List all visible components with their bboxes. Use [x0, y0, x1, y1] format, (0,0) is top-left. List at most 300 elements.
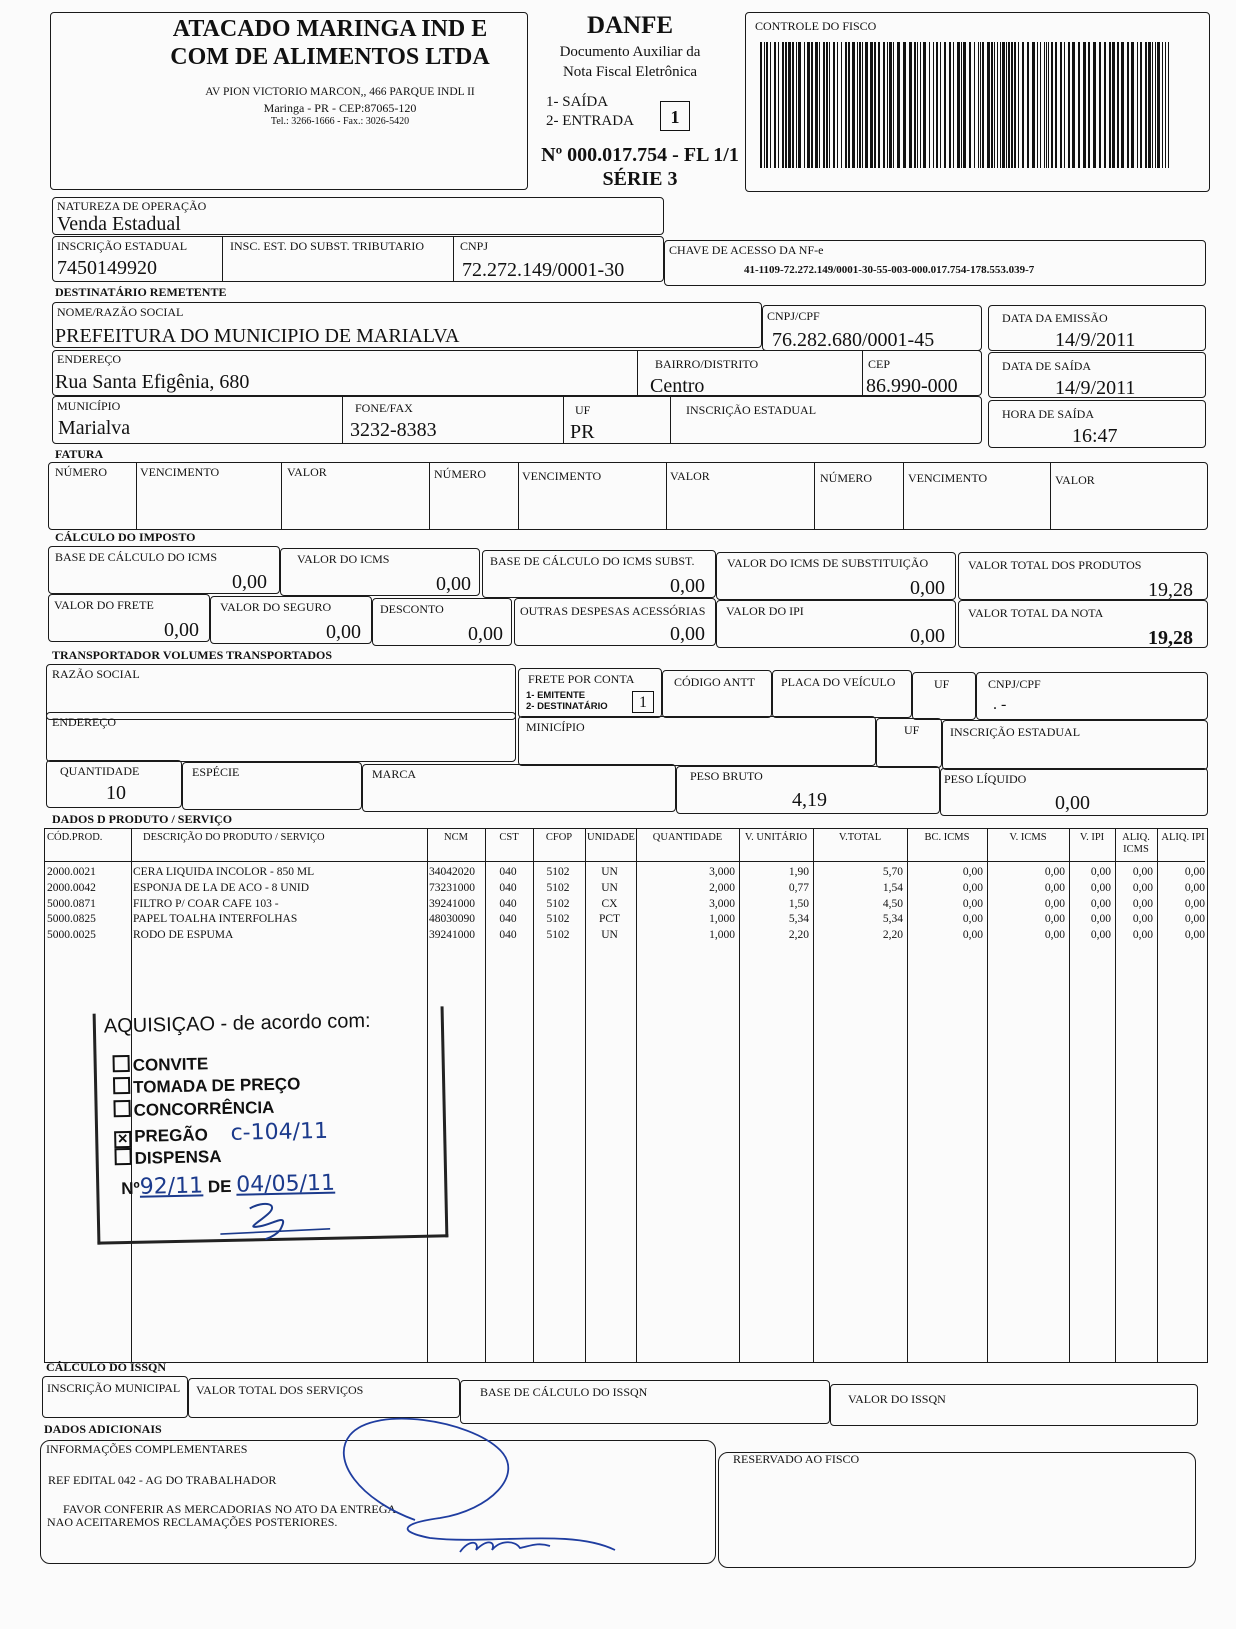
cep-value: 86.990-000 [866, 375, 958, 397]
table-cell: 1,90 [788, 866, 809, 878]
barcode-bar [883, 42, 885, 168]
chave-value: 41-1109-72.272.149/0001-30-55-003-000.017.754-178.553.039-7 [744, 264, 1035, 276]
table-cell: 2,20 [882, 929, 903, 942]
barcode-bar [1048, 42, 1049, 168]
barcode-bar [1131, 42, 1134, 168]
barcode-bar [909, 42, 912, 168]
table-cell: CERA LIQUIDA INCOLOR - 850 ML [133, 866, 315, 878]
barcode-bar [982, 42, 984, 168]
barcode-bar [929, 42, 930, 168]
barcode [760, 42, 1180, 170]
table-cell: 0,00 [1044, 897, 1065, 910]
checkbox-icon [113, 1100, 130, 1117]
column-divider [533, 829, 534, 1362]
barcode-bar [788, 42, 791, 168]
table-cell: 0,00 [1044, 913, 1065, 926]
barcode-bar [811, 42, 813, 168]
table-cell: UN [601, 866, 618, 878]
issqn-servicos-label: VALOR TOTAL DOS SERVIÇOS [196, 1383, 364, 1397]
desconto-value: 0,00 [468, 623, 503, 645]
stamp-option-dispensa: DISPENSA [114, 1146, 221, 1169]
column-divider [585, 829, 586, 1362]
recipient-name-value: PREFEITURA DO MUNICIPIO DE MARIALVA [55, 325, 460, 347]
barcode-bar [1117, 42, 1119, 168]
ipi-label: VALOR DO IPI [726, 604, 804, 618]
transport-ie-label: INSCRIÇÃO ESTADUAL [950, 725, 1081, 739]
column-header: CFOP [545, 832, 573, 843]
danfe-type-box: 1 [660, 101, 690, 131]
transport-endereco-box [46, 712, 516, 762]
fatura-vencimento-2: VENCIMENTO [522, 469, 602, 483]
column-header: NCM [444, 832, 468, 843]
barcode-bar [1093, 42, 1096, 168]
barcode-bar [1165, 42, 1166, 168]
transport-endereco-label: ENDEREÇO [52, 715, 116, 729]
column-header: QUANTIDADE [652, 832, 723, 843]
emitter-name-line2: COM DE ALIMENTOS LTDA [170, 44, 490, 70]
fisco-reserved-label: RESERVADO AO FISCO [733, 1452, 860, 1466]
barcode-bar [1044, 42, 1045, 168]
barcode-bar [1002, 42, 1005, 168]
natureza-label: NATUREZA DE OPERAÇÃO [57, 199, 207, 213]
table-cell: RODO DE ESPUMA [133, 929, 234, 942]
barcode-bar [841, 42, 842, 168]
ie-label: INSCRIÇÃO ESTADUAL [57, 239, 188, 253]
barcode-bar [893, 42, 894, 168]
table-cell: 0,00 [962, 866, 983, 878]
barcode-bar [887, 42, 888, 168]
issqn-valor-label: VALOR DO ISSQN [848, 1392, 946, 1406]
fatura-section: FATURA [55, 447, 104, 461]
table-cell: 5,34 [788, 913, 809, 926]
column-divider [987, 829, 988, 1362]
barcode-bar [807, 42, 810, 168]
transport-municipio-label: MINICÍPIO [526, 720, 585, 734]
products-section: DADOS D PRODUTO / SERVIÇO [52, 812, 233, 826]
barcode-bar [1011, 42, 1013, 168]
barcode-bar [1060, 42, 1062, 168]
table-cell: 73231000 [429, 881, 475, 894]
barcode-bar [978, 42, 979, 168]
table-cell: ESPONJA DE LA DE ACO - 8 UNID [133, 881, 310, 894]
barcode-bar [933, 42, 934, 168]
barcode-bar [1032, 42, 1035, 168]
marca-label: MARCA [372, 767, 417, 781]
transport-frete-value: 1 [632, 691, 654, 713]
barcode-bar [1018, 42, 1019, 168]
table-cell: 0,00 [1184, 929, 1205, 942]
transport-uf2-label: UF [904, 723, 920, 737]
barcode-bar [760, 42, 762, 168]
danfe-saida: 1- SAÍDA [546, 94, 609, 110]
barcode-bar [897, 42, 900, 168]
fatura-numero-2: NÚMERO [434, 467, 487, 481]
emissao-label: DATA DA EMISSÃO [1002, 311, 1108, 325]
table-cell: 0,00 [1184, 881, 1205, 894]
recipient-ie-label: INSCRIÇÃO ESTADUAL [686, 403, 817, 417]
transport-frete-opt1: 1- EMITENTE [526, 690, 586, 701]
column-divider [636, 829, 637, 1362]
danfe-serie: SÉRIE 3 [602, 168, 678, 190]
table-cell: 040 [499, 929, 517, 942]
column-header: CST [499, 832, 519, 843]
barcode-bar [798, 42, 801, 168]
table-cell: PAPEL TOALHA INTERFOLHAS [133, 913, 298, 926]
recipient-section: DESTINATÁRIO REMETENTE [55, 285, 227, 299]
table-cell: 0,00 [1090, 913, 1111, 926]
table-cell: 0,00 [962, 897, 983, 910]
barcode-bar [848, 42, 850, 168]
column-header: CÓD.PROD. [47, 832, 103, 843]
fone-label: FONE/FAX [355, 401, 413, 415]
especie-label: ESPÉCIE [192, 765, 240, 779]
valor-icms-value: 0,00 [436, 573, 471, 595]
fatura-valor-3: VALOR [1055, 473, 1095, 487]
fisco-reserved-box [718, 1452, 1196, 1568]
checkbox-icon [112, 1055, 129, 1072]
table-cell: 0,00 [1044, 866, 1065, 878]
bruto-value: 4,19 [792, 789, 827, 811]
barcode-bar [1055, 42, 1057, 168]
table-cell: 0,00 [1132, 897, 1153, 910]
fatura-numero-1: NÚMERO [55, 465, 108, 479]
liquido-label: PESO LÍQUIDO [944, 772, 1027, 786]
valor-st-label: VALOR DO ICMS DE SUBSTITUIÇÃO [727, 556, 929, 570]
table-cell: 5102 [546, 929, 570, 942]
barcode-bar [949, 42, 951, 168]
column-header: BC. ICMS [924, 832, 970, 843]
checked-box-icon: ✕ [114, 1131, 131, 1148]
recipient-cnpj-value: 76.282.680/0001-45 [772, 329, 935, 351]
column-header: V. UNITÁRIO [744, 832, 808, 843]
barcode-bar [1022, 42, 1024, 168]
column-divider [907, 829, 908, 1362]
table-cell: 0,00 [1090, 929, 1111, 942]
outras-label: OUTRAS DESPESAS ACESSÓRIAS [520, 604, 706, 618]
barcode-bar [1145, 42, 1147, 168]
total-prod-label: VALOR TOTAL DOS PRODUTOS [968, 558, 1142, 572]
saida-value: 14/9/2011 [1055, 377, 1136, 399]
table-cell: 2,20 [788, 929, 809, 942]
table-cell: 0,00 [1132, 913, 1153, 926]
barcode-bar [940, 42, 941, 168]
transport-frete-label: FRETE POR CONTA [528, 672, 635, 686]
barcode-bar [833, 42, 835, 168]
info-line1: REF EDITAL 042 - AG DO TRABALHADOR [48, 1473, 277, 1487]
total-nota-label: VALOR TOTAL DA NOTA [968, 606, 1104, 620]
danfe-subtitle2: Nota Fiscal Eletrônica [562, 64, 698, 80]
barcode-bar [987, 42, 990, 168]
danfe-entrada: 2- ENTRADA [546, 113, 634, 129]
bairro-value: Centro [650, 375, 705, 397]
barcode-bar [1064, 42, 1065, 168]
barcode-bar [764, 42, 765, 168]
bruto-label: PESO BRUTO [690, 769, 763, 783]
checkbox-icon [113, 1077, 130, 1094]
table-cell: 0,00 [1090, 866, 1111, 878]
transport-cnpj-label: CNPJ/CPF [988, 677, 1041, 691]
info-label: INFORMAÇÕES COMPLEMENTARES [46, 1442, 248, 1456]
recipient-name-label: NOME/RAZÃO SOCIAL [57, 305, 184, 319]
barcode-bar [1088, 42, 1090, 168]
table-cell: 4,50 [882, 897, 903, 910]
barcode-bar [1051, 42, 1053, 168]
seguro-value: 0,00 [326, 621, 361, 643]
issqn-base-label: BASE DE CÁLCULO DO ISSQN [480, 1385, 648, 1399]
valor-st-value: 0,00 [910, 577, 945, 599]
barcode-bar [997, 42, 998, 168]
imposto-section: CÁLCULO DO IMPOSTO [55, 530, 196, 544]
table-cell: 0,00 [1044, 929, 1065, 942]
table-cell: 5000.0025 [47, 929, 96, 942]
danfe-subtitle1: Documento Auxiliar da [559, 44, 701, 60]
barcode-bar [1157, 42, 1160, 168]
table-cell: 2,000 [709, 881, 735, 894]
cep-label: CEP [868, 357, 891, 371]
table-cell: 040 [499, 866, 517, 878]
barcode-bar [914, 42, 916, 168]
barcode-bar [1148, 42, 1151, 168]
barcode-bar [923, 42, 926, 168]
outras-value: 0,00 [670, 623, 705, 645]
barcode-bar [837, 42, 838, 168]
table-cell: 2000.0021 [47, 866, 96, 878]
barcode-bar [829, 42, 830, 168]
checkbox-icon [114, 1148, 131, 1165]
fatura-valor-2: VALOR [670, 469, 710, 483]
barcode-bar [994, 42, 995, 168]
barcode-bar [804, 42, 805, 168]
table-cell: 0,00 [1184, 913, 1205, 926]
emissao-value: 14/9/2011 [1055, 329, 1136, 351]
danfe-number: Nº 000.017.754 - FL 1/1 [541, 144, 739, 166]
table-cell: 5,34 [882, 913, 903, 926]
barcode-bar [917, 42, 918, 168]
transport-razao-label: RAZÃO SOCIAL [52, 667, 140, 681]
fatura-valor-1: VALOR [287, 465, 327, 479]
chave-label: CHAVE DE ACESSO DA NF-e [669, 243, 824, 257]
table-cell: 39241000 [429, 929, 475, 942]
barcode-bar [1121, 42, 1124, 168]
column-header: V. IPI [1079, 832, 1105, 843]
column-header: V.TOTAL [838, 832, 882, 843]
base-icms-label: BASE DE CÁLCULO DO ICMS [55, 550, 218, 564]
table-cell: 0,00 [1090, 897, 1111, 910]
seguro-label: VALOR DO SEGURO [220, 600, 332, 614]
table-cell: 5102 [546, 897, 570, 910]
table-cell: UN [601, 881, 618, 894]
barcode-bar [953, 42, 954, 168]
table-cell: 0,00 [1044, 881, 1065, 894]
barcode-bar [862, 42, 863, 168]
barcode-bar [845, 42, 847, 168]
recipient-city-box [52, 396, 982, 444]
barcode-bar [1104, 42, 1106, 168]
column-header: UNIDADE [587, 832, 635, 843]
qtd-label: QUANTIDADE [60, 764, 140, 778]
table-cell: FILTRO P/ COAR CAFE 103 - [133, 897, 279, 910]
barcode-bar [1152, 42, 1153, 168]
barcode-bar [1000, 42, 1001, 168]
frete-label: VALOR DO FRETE [54, 598, 154, 612]
issqn-section: CÁLCULO DO ISSQN [46, 1360, 167, 1374]
barcode-bar [852, 42, 855, 168]
barcode-bar [782, 42, 784, 168]
table-cell: 39241000 [429, 897, 475, 910]
barcode-bar [936, 42, 938, 168]
barcode-bar [870, 42, 873, 168]
total-nota-value: 19,28 [1148, 627, 1193, 649]
hora-label: HORA DE SAÍDA [1002, 407, 1095, 421]
table-cell: 5,70 [882, 866, 903, 878]
transport-uf-label: UF [934, 677, 950, 691]
barcode-bar [1112, 42, 1115, 168]
barcode-bar [1162, 42, 1163, 168]
barcode-bar [1068, 42, 1070, 168]
stamp-pregao-handwriting: c-104/11 [230, 1118, 329, 1146]
danfe-title: DANFE [586, 12, 674, 39]
barcode-bar [1137, 42, 1138, 168]
table-cell: 0,00 [1132, 929, 1153, 942]
table-cell: 3,000 [709, 866, 735, 878]
fatura-vencimento-1: VENCIMENTO [140, 465, 220, 479]
barcode-bar [1046, 42, 1047, 168]
barcode-bar [857, 42, 858, 168]
municipio-label: MUNICÍPIO [57, 399, 121, 413]
barcode-bar [1040, 42, 1041, 168]
base-icms-value: 0,00 [232, 571, 267, 593]
barcode-bar [792, 42, 794, 168]
barcode-bar [823, 42, 825, 168]
frete-value: 0,00 [164, 619, 199, 641]
table-cell: 040 [499, 913, 517, 926]
stamp-option-pregao: ✕ PREGÃO c-104/11 [114, 1119, 328, 1148]
table-cell: CX [601, 897, 618, 910]
barcode-bar [778, 42, 779, 168]
info-line3: NAO ACEITAREMOS RECLAMAÇÕES POSTERIORES. [47, 1515, 338, 1529]
ipi-value: 0,00 [910, 625, 945, 647]
column-divider [1115, 829, 1116, 1362]
table-cell: 5000.0825 [47, 913, 96, 926]
stamp-number-line: Nº92/11 DE 04/05/11 [121, 1170, 336, 1200]
barcode-bar [865, 42, 868, 168]
table-cell: 0,77 [788, 881, 809, 894]
table-cell: 0,00 [1184, 866, 1205, 878]
barcode-bar [819, 42, 820, 168]
barcode-bar [785, 42, 787, 168]
barcode-bar [874, 42, 876, 168]
acquisition-stamp [93, 1006, 449, 1244]
table-cell: 2000.0042 [47, 881, 96, 894]
column-divider [739, 829, 740, 1362]
saida-label: DATA DE SAÍDA [1002, 359, 1092, 373]
table-cell: UN [601, 929, 618, 942]
stamp-number-handwriting: 92/11 [139, 1173, 204, 1200]
recipient-cnpj-label: CNPJ/CPF [767, 309, 820, 323]
table-cell: 5000.0871 [47, 897, 96, 910]
base-st-value: 0,00 [670, 575, 705, 597]
barcode-bar [961, 42, 962, 168]
table-cell: 0,00 [1090, 881, 1111, 894]
placa-label: PLACA DO VEÍCULO [781, 675, 896, 689]
table-cell: 1,50 [788, 897, 809, 910]
table-cell: 5102 [546, 881, 570, 894]
barcode-bar [1083, 42, 1086, 168]
transport-frete-opt2: 2- DESTINATÁRIO [526, 701, 608, 712]
barcode-bar [766, 42, 768, 168]
fone-value: 3232-8383 [350, 419, 437, 441]
address-label: ENDEREÇO [57, 352, 121, 366]
column-header: ALIQ. ICMS [1122, 832, 1150, 855]
stamp-signature [220, 1199, 341, 1242]
additional-section: DADOS ADICIONAIS [44, 1422, 162, 1436]
table-cell: 5102 [546, 866, 570, 878]
column-header: ALIQ. IPI [1161, 832, 1205, 843]
table-cell: 3,000 [709, 897, 735, 910]
table-cell: 040 [499, 897, 517, 910]
table-cell: 0,00 [962, 929, 983, 942]
table-cell: 0,00 [962, 913, 983, 926]
table-cell: 1,000 [709, 913, 735, 926]
municipio-value: Marialva [58, 417, 131, 439]
barcode-bar [815, 42, 818, 168]
barcode-bar [774, 42, 776, 168]
column-header: DESCRIÇÃO DO PRODUTO / SERVIÇO [143, 832, 325, 843]
barcode-bar [889, 42, 892, 168]
table-cell: 0,00 [1132, 881, 1153, 894]
stamp-option-convite: CONVITE [112, 1053, 208, 1076]
liquido-value: 0,00 [1055, 792, 1090, 814]
barcode-bar [770, 42, 771, 168]
barcode-bar [944, 42, 946, 168]
barcode-bar [859, 42, 861, 168]
bairro-label: BAIRRO/DISTRITO [655, 357, 759, 371]
barcode-bar [1155, 42, 1156, 168]
info-line2: FAVOR CONFERIR AS MERCADORIAS NO ATO DA ENTREGA. [63, 1502, 400, 1516]
valor-icms-label: VALOR DO ICMS [297, 552, 390, 566]
cnpj-value: 72.272.149/0001-30 [462, 259, 625, 281]
barcode-bar [1037, 42, 1038, 168]
natureza-value: Venda Estadual [57, 213, 181, 235]
stamp-date-handwriting: 04/05/11 [235, 1170, 336, 1198]
fisco-label: CONTROLE DO FISCO [755, 19, 877, 33]
barcode-bar [1109, 42, 1111, 168]
table-cell: 48030090 [429, 913, 475, 926]
ie-value: 7450149920 [57, 257, 157, 279]
barcode-bar [1014, 42, 1016, 168]
barcode-bar [963, 42, 966, 168]
barcode-bar [974, 42, 975, 168]
table-cell: 0,00 [1184, 897, 1205, 910]
table-cell: 0,00 [962, 881, 983, 894]
barcode-bar [1006, 42, 1007, 168]
uf-value: PR [570, 421, 595, 443]
emitter-name-line1: ATACADO MARINGA IND E [172, 16, 488, 42]
barcode-bar [826, 42, 828, 168]
barcode-bar [969, 42, 971, 168]
barcode-bar [903, 42, 906, 168]
signature [320, 1410, 680, 1560]
barcode-bar [991, 42, 993, 168]
uf-label: UF [575, 403, 591, 417]
barcode-bar [957, 42, 960, 168]
table-cell: PCT [598, 913, 621, 926]
table-cell: 1,54 [882, 881, 903, 894]
barcode-bar [1027, 42, 1029, 168]
fatura-box [48, 462, 1208, 530]
barcode-bar [1099, 42, 1101, 168]
ie-st-label: INSC. EST. DO SUBST. TRIBUTARIO [230, 239, 425, 253]
